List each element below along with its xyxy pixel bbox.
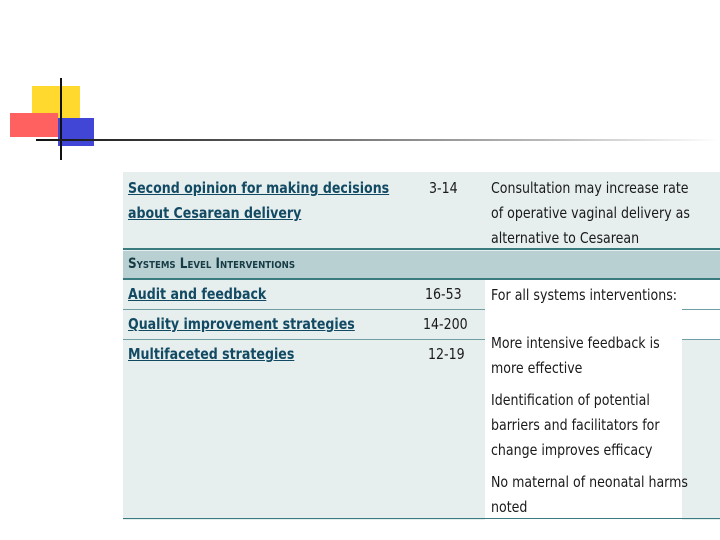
row-divider (682, 309, 720, 310)
comment-line: Consultation may increase rate (491, 179, 689, 197)
comment-line: alternative to Cesarean (491, 229, 640, 247)
table-rule (123, 248, 720, 250)
row-divider (123, 309, 485, 310)
comment-line: No maternal of neonatal harms (491, 473, 688, 491)
range-value: 16-53 (425, 285, 462, 303)
range-cell (428, 342, 472, 367)
intervention-link-second-opinion[interactable]: Second opinion for making decisions (128, 179, 390, 197)
table-rule (123, 278, 720, 280)
logo-red-square (10, 113, 58, 137)
comment-cell (491, 176, 720, 251)
comment-cell (491, 470, 720, 520)
table-bottom-rule (123, 518, 720, 519)
title-divider-line (36, 139, 720, 141)
slide-logo (0, 0, 720, 170)
comment-cell (491, 331, 692, 381)
intervention-link-second-opinion-line2[interactable]: about Cesarean delivery (128, 204, 302, 222)
range-cell (425, 282, 469, 307)
section-title: Systems Level Interventions (128, 256, 296, 272)
comment-line: more effective (491, 359, 583, 377)
comment-cell (491, 283, 712, 308)
logo-vertical-line (60, 78, 62, 160)
logo-blue-square (58, 118, 94, 146)
intervention-link-audit-feedback[interactable]: Audit and feedback (128, 285, 267, 303)
comment-line: of operative vaginal delivery as (491, 204, 690, 222)
table-row (128, 312, 398, 337)
table-row (128, 282, 293, 307)
comment-line: noted (491, 498, 528, 516)
interventions-table (123, 172, 720, 520)
intervention-link-multifaceted[interactable]: Multifaceted strategies (128, 345, 295, 363)
intervention-cell (128, 176, 439, 226)
row-divider (123, 339, 485, 340)
intervention-link-quality-improvement[interactable]: Quality improvement strategies (128, 315, 355, 333)
comment-line: Identification of potential (491, 391, 650, 409)
table-row (128, 342, 326, 367)
range-value: 12-19 (428, 345, 465, 363)
comment-cell (491, 388, 692, 463)
range-value: 3-14 (429, 179, 458, 197)
range-cell (423, 312, 476, 337)
comment-line: For all systems interventions: (491, 286, 678, 304)
range-value: 14-200 (423, 315, 468, 333)
comment-line: More intensive feedback is (491, 334, 660, 352)
comment-line: change improves efficacy (491, 441, 653, 459)
range-cell (429, 176, 463, 201)
comment-line: barriers and facilitators for (491, 416, 660, 434)
